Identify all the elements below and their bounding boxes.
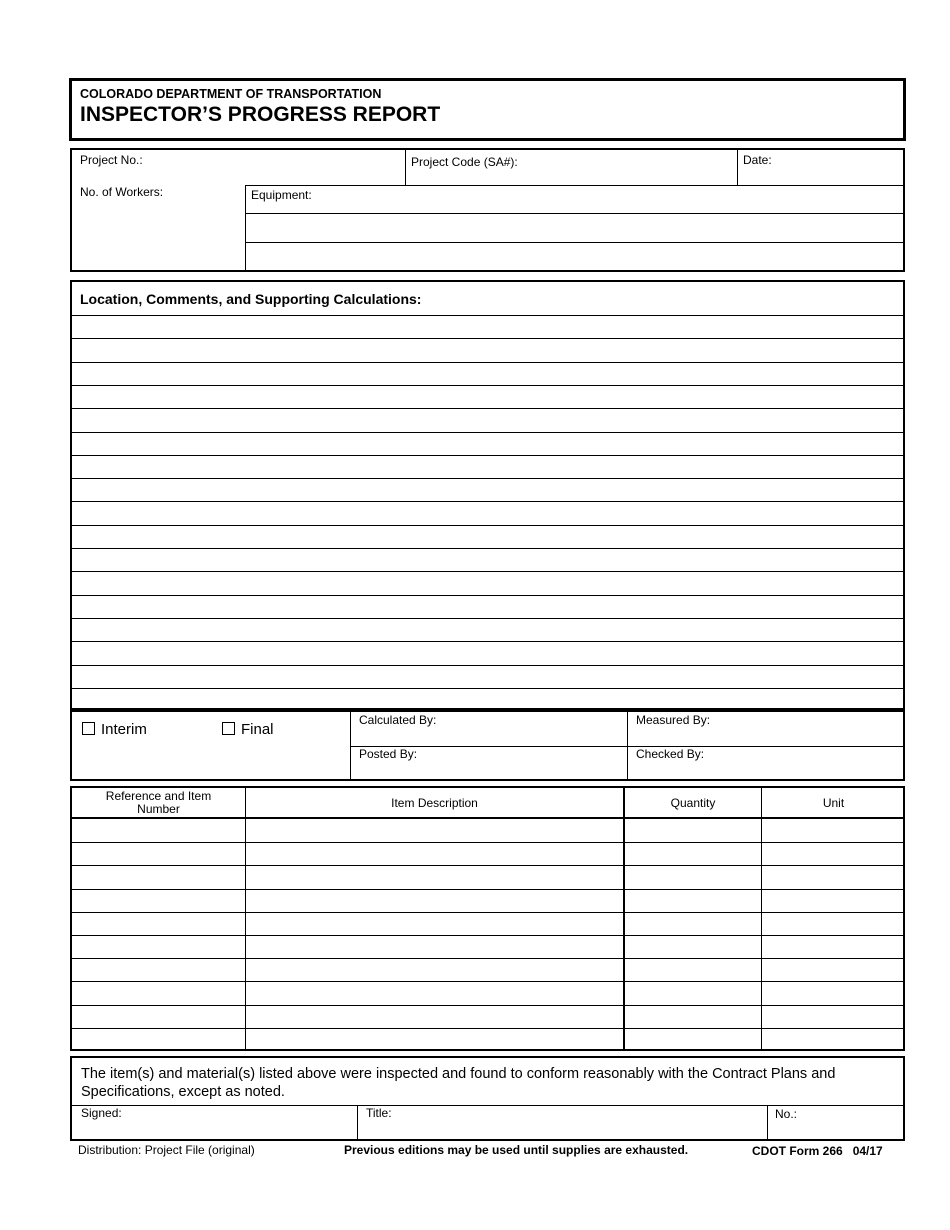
col-header-unit [762, 788, 905, 817]
unit-cell[interactable] [762, 1028, 905, 1051]
table-row-rule [72, 889, 905, 890]
unit-cell[interactable] [762, 889, 905, 912]
title-field[interactable] [358, 1106, 767, 1141]
equipment-label: Equipment: [251, 188, 312, 202]
table-row-rule [72, 1028, 905, 1029]
description-cell[interactable] [246, 865, 623, 888]
comment-line-field[interactable] [72, 549, 905, 571]
final-option[interactable] [222, 721, 274, 738]
equipment-field-1[interactable] [246, 185, 905, 213]
no-label: No.: [775, 1107, 798, 1121]
quantity-cell[interactable] [625, 865, 761, 888]
table-row-rule [72, 1005, 905, 1006]
quantity-cell[interactable] [625, 935, 761, 958]
col-header-description [246, 788, 623, 817]
final-checkbox[interactable] [222, 722, 235, 735]
project-code-field[interactable] [406, 150, 737, 185]
description-cell[interactable] [246, 1028, 623, 1051]
comment-line-field[interactable] [72, 572, 905, 594]
date-field[interactable] [738, 150, 905, 185]
table-row [72, 958, 905, 981]
col-header-quantity [625, 788, 761, 817]
editions-note: Previous editions may be used until supplies are exhausted. [344, 1143, 689, 1157]
posted-by-field[interactable] [351, 747, 627, 781]
project-info-section [70, 148, 905, 272]
date-label: Date: [743, 153, 772, 167]
unit-cell[interactable] [762, 842, 905, 865]
comments-heading: Location, Comments, and Supporting Calculations: [80, 291, 422, 307]
comment-line-field[interactable] [72, 433, 905, 455]
description-cell[interactable] [246, 958, 623, 981]
project-no-label: Project No.: [80, 153, 143, 167]
final-label: Final [241, 721, 274, 738]
table-row-rule [72, 958, 905, 959]
description-cell[interactable] [246, 981, 623, 1004]
description-cell[interactable] [246, 912, 623, 935]
quantity-cell[interactable] [625, 912, 761, 935]
unit-cell[interactable] [762, 865, 905, 888]
quantity-cell[interactable] [625, 981, 761, 1004]
reference-cell[interactable] [72, 1028, 245, 1051]
reference-cell[interactable] [72, 935, 245, 958]
distribution-note: Distribution: Project File (original) [78, 1143, 255, 1157]
unit-cell[interactable] [762, 958, 905, 981]
interim-label: Interim [101, 721, 147, 738]
description-cell[interactable] [246, 935, 623, 958]
reference-cell[interactable] [72, 865, 245, 888]
form-number: CDOT Form 266 [752, 1144, 843, 1158]
quantity-cell[interactable] [625, 889, 761, 912]
table-row-rule [72, 935, 905, 936]
form-id [752, 1144, 883, 1158]
comments-section [70, 280, 905, 710]
project-no-field[interactable] [72, 150, 405, 185]
quantity-cell[interactable] [625, 842, 761, 865]
unit-cell[interactable] [762, 935, 905, 958]
table-row [72, 842, 905, 865]
title-label: Title: [366, 1106, 392, 1120]
comment-line-field[interactable] [72, 479, 905, 501]
items-table [70, 786, 905, 1051]
comment-line-field[interactable] [72, 386, 905, 408]
measured-by-label: Measured By: [636, 713, 711, 727]
description-cell[interactable] [246, 842, 623, 865]
table-row-rule [72, 842, 905, 843]
comment-lines [72, 282, 905, 710]
unit-cell[interactable] [762, 912, 905, 935]
checked-by-field[interactable] [628, 747, 905, 781]
comment-line-field[interactable] [72, 363, 905, 385]
unit-cell[interactable] [762, 981, 905, 1004]
no-field[interactable] [768, 1106, 905, 1141]
reference-cell[interactable] [72, 912, 245, 935]
reference-cell[interactable] [72, 958, 245, 981]
unit-cell[interactable] [762, 1005, 905, 1028]
comment-line-field[interactable] [72, 666, 905, 688]
workers-field[interactable] [72, 185, 245, 272]
equipment-field-2[interactable] [246, 214, 905, 242]
comment-line-field[interactable] [72, 689, 905, 711]
reference-cell[interactable] [72, 981, 245, 1004]
comment-line-field[interactable] [72, 456, 905, 478]
table-row [72, 865, 905, 888]
project-code-label: Project Code (SA#): [411, 155, 518, 169]
signed-field[interactable] [72, 1106, 357, 1141]
item-rows [72, 819, 905, 1051]
col-header-reference [72, 788, 245, 817]
comment-line-field[interactable] [72, 409, 905, 431]
form-date: 04/17 [852, 1144, 883, 1158]
posted-by-label: Posted By: [359, 747, 418, 761]
quantity-cell[interactable] [625, 958, 761, 981]
equipment-field-3[interactable] [246, 243, 905, 272]
certification-statement: The item(s) and material(s) listed above were inspected and found to conform reasonably with the Contract Plans and Specifications, except as noted. [81, 1066, 836, 1100]
status-section [70, 710, 905, 781]
measured-by-field[interactable] [628, 712, 905, 746]
table-row-rule [72, 981, 905, 982]
calculated-by-label: Calculated By: [359, 713, 437, 727]
comment-line-field[interactable] [72, 502, 905, 524]
col-header-reference-text: Reference and Item Number [105, 788, 212, 816]
reference-cell[interactable] [72, 842, 245, 865]
table-row [72, 981, 905, 1004]
workers-label: No. of Workers: [80, 185, 164, 199]
comment-line-field[interactable] [72, 526, 905, 548]
comment-line-field[interactable] [72, 316, 905, 338]
reference-cell[interactable] [72, 819, 245, 842]
table-row-rule [72, 865, 905, 866]
reference-cell[interactable] [72, 889, 245, 912]
quantity-cell[interactable] [625, 1028, 761, 1051]
header-box [69, 78, 906, 141]
quantity-cell[interactable] [625, 1005, 761, 1028]
comment-line-field[interactable] [72, 619, 905, 641]
table-row-rule [72, 912, 905, 913]
comment-line-field[interactable] [72, 339, 905, 361]
agency-name: COLORADO DEPARTMENT OF TRANSPORTATION [80, 87, 382, 101]
page-title: INSPECTOR’S PROGRESS REPORT [80, 103, 441, 126]
quantity-cell[interactable] [625, 819, 761, 842]
interim-option[interactable] [82, 721, 147, 738]
description-cell[interactable] [246, 819, 623, 842]
checked-by-label: Checked By: [636, 747, 705, 761]
comment-line-field[interactable] [72, 642, 905, 664]
certification-section [70, 1056, 905, 1141]
table-row [72, 935, 905, 958]
comment-line-field[interactable] [72, 596, 905, 618]
interim-checkbox[interactable] [82, 722, 95, 735]
table-row [72, 1028, 905, 1051]
reference-cell[interactable] [72, 1005, 245, 1028]
calculated-by-field[interactable] [351, 712, 627, 746]
table-row [72, 889, 905, 912]
signed-label: Signed: [81, 1106, 122, 1120]
unit-cell[interactable] [762, 819, 905, 842]
table-row [72, 819, 905, 842]
table-row [72, 912, 905, 935]
items-table-header [72, 788, 905, 819]
col-header-quantity-text: Quantity [670, 795, 716, 810]
table-row [72, 1005, 905, 1028]
description-cell[interactable] [246, 1005, 623, 1028]
description-cell[interactable] [246, 889, 623, 912]
col-header-unit-text: Unit [822, 795, 845, 810]
col-header-description-text: Item Description [391, 795, 478, 810]
